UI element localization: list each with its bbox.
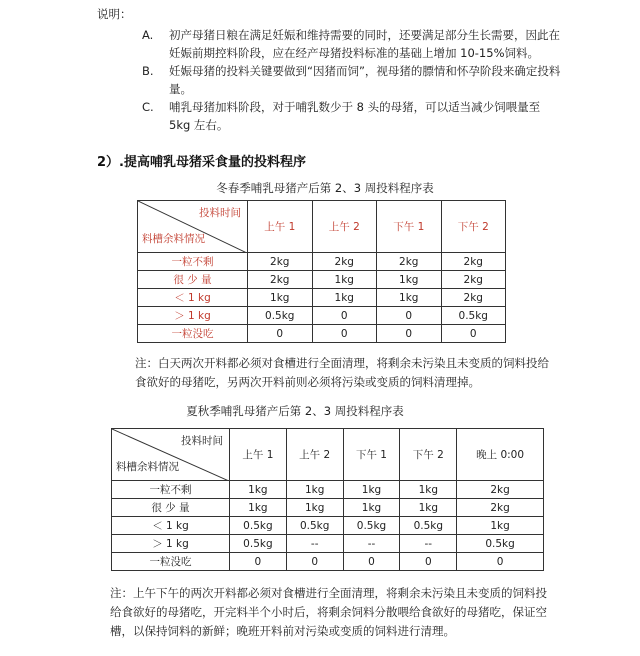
row-label: ＜ 1 kg [138, 289, 248, 307]
col-header: 下午 1 [343, 429, 400, 481]
cell: 2kg [248, 253, 313, 271]
cell: 0.5kg [441, 307, 506, 325]
cell: 0 [377, 325, 442, 343]
cell: 1kg [400, 481, 457, 499]
cell: 0.5kg [248, 307, 313, 325]
notes-label: 说明： [97, 7, 132, 21]
note-item-a [142, 26, 562, 62]
cell: 0 [343, 553, 400, 571]
col-header: 晚上 0:00 [457, 429, 544, 481]
corner-top-label: 投料时间 [181, 435, 223, 447]
row-label: 一粒不剩 [138, 253, 248, 271]
cell: 1kg [343, 499, 400, 517]
note-item-c [142, 98, 562, 134]
cell: 0.5kg [230, 517, 287, 535]
row-label: 很 少 量 [138, 271, 248, 289]
cell: 2kg [441, 289, 506, 307]
cell: 1kg [230, 481, 287, 499]
row-label: ＞ 1 kg [138, 307, 248, 325]
cell: 1kg [312, 271, 377, 289]
cell: 0.5kg [343, 517, 400, 535]
cell: 1kg [400, 499, 457, 517]
table2 [111, 428, 544, 571]
cell: 2kg [377, 253, 442, 271]
cell: 1kg [377, 271, 442, 289]
cell: 1kg [230, 499, 287, 517]
row-label: 一粒没吃 [112, 553, 230, 571]
table-row [112, 535, 544, 553]
cell: 0.5kg [400, 517, 457, 535]
cell: 0.5kg [286, 517, 343, 535]
table1-note: 注：白天两次开料都必须对食槽进行全面清理，将剩余未污染且未变质的饲料投给食欲好的母猪吃，另两次开料前则必须将污染或变质的饲料清理掉。 [135, 356, 549, 389]
note-text: 妊娠母猪的投料关键要做到“因猪而饲”，视母猪的膘情和怀孕阶段来确定投料量。 [169, 64, 561, 96]
cell: 0 [441, 325, 506, 343]
note-letter: C. [142, 100, 154, 114]
corner-bottom-label: 料槽余料情况 [142, 233, 205, 245]
cell: 1kg [312, 289, 377, 307]
cell: 0 [286, 553, 343, 571]
table1-corner-cell [138, 201, 248, 253]
cell: -- [400, 535, 457, 553]
cell: 2kg [312, 253, 377, 271]
row-label: 很 少 量 [112, 499, 230, 517]
col-header: 上午 2 [286, 429, 343, 481]
corner-top-label: 投料时间 [199, 207, 241, 219]
table1-caption: 冬春季哺乳母猪产后第 2、3 周投料程序表 [216, 181, 434, 195]
note-text: 哺乳母猪加料阶段，对于哺乳数少于 8 头的母猪，可以适当减少饲喂量至 5kg 左右。 [169, 100, 541, 132]
cell: 0 [312, 325, 377, 343]
cell: 0 [400, 553, 457, 571]
cell: 2kg [457, 499, 544, 517]
note-letter: A. [142, 28, 154, 42]
table-row [112, 499, 544, 517]
cell: 1kg [286, 499, 343, 517]
table-row [138, 325, 506, 343]
table1 [137, 200, 506, 343]
section-title: 2）.提高哺乳母猪采食量的投料程序 [97, 155, 306, 170]
corner-bottom-label: 料槽余料情况 [116, 461, 179, 473]
table2-corner-cell [112, 429, 230, 481]
cell: 0 [312, 307, 377, 325]
row-label: ＜ 1 kg [112, 517, 230, 535]
cell: 2kg [248, 271, 313, 289]
col-header: 上午 1 [248, 201, 313, 253]
col-header: 下午 1 [377, 201, 442, 253]
cell: 1kg [286, 481, 343, 499]
table-row [138, 271, 506, 289]
cell: -- [343, 535, 400, 553]
cell: 2kg [457, 481, 544, 499]
col-header: 下午 2 [400, 429, 457, 481]
table2-note: 注：上午下午的两次开料都必须对食槽进行全面清理，将剩余未污染且未变质的饲料投给食欲好的母猪吃，开完料半个小时后，将剩余饲料分散喂给食欲好的母猪吃，保证空槽，以保持饲料的新鲜；晚班开料前对污染或变质的饲料进行清理。 [110, 586, 547, 638]
cell: 1kg [343, 481, 400, 499]
cell: -- [286, 535, 343, 553]
col-header: 上午 1 [230, 429, 287, 481]
cell: 2kg [441, 271, 506, 289]
cell: 0.5kg [457, 535, 544, 553]
cell: 0 [457, 553, 544, 571]
cell: 1kg [248, 289, 313, 307]
cell: 1kg [377, 289, 442, 307]
cell: 0 [377, 307, 442, 325]
row-label: 一粒不剩 [112, 481, 230, 499]
table-row [112, 481, 544, 499]
table-row [112, 553, 544, 571]
cell: 0.5kg [230, 535, 287, 553]
col-header: 上午 2 [312, 201, 377, 253]
note-letter: B. [142, 64, 154, 78]
row-label: 一粒没吃 [138, 325, 248, 343]
table2-caption: 夏秋季哺乳母猪产后第 2、3 周投料程序表 [186, 404, 404, 418]
table-row [138, 289, 506, 307]
note-item-b [142, 62, 562, 98]
cell: 2kg [441, 253, 506, 271]
table-row [138, 253, 506, 271]
note-text: 初产母猪日粮在满足妊娠和维持需要的同时，还要满足部分生长需要，因此在妊娠前期控料阶段，应在经产母猪投料标准的基础上增加 10-15%饲料。 [169, 28, 560, 60]
cell: 0 [248, 325, 313, 343]
cell: 1kg [457, 517, 544, 535]
table-row [112, 517, 544, 535]
row-label: ＞ 1 kg [112, 535, 230, 553]
table-row [138, 307, 506, 325]
col-header: 下午 2 [441, 201, 506, 253]
cell: 0 [230, 553, 287, 571]
